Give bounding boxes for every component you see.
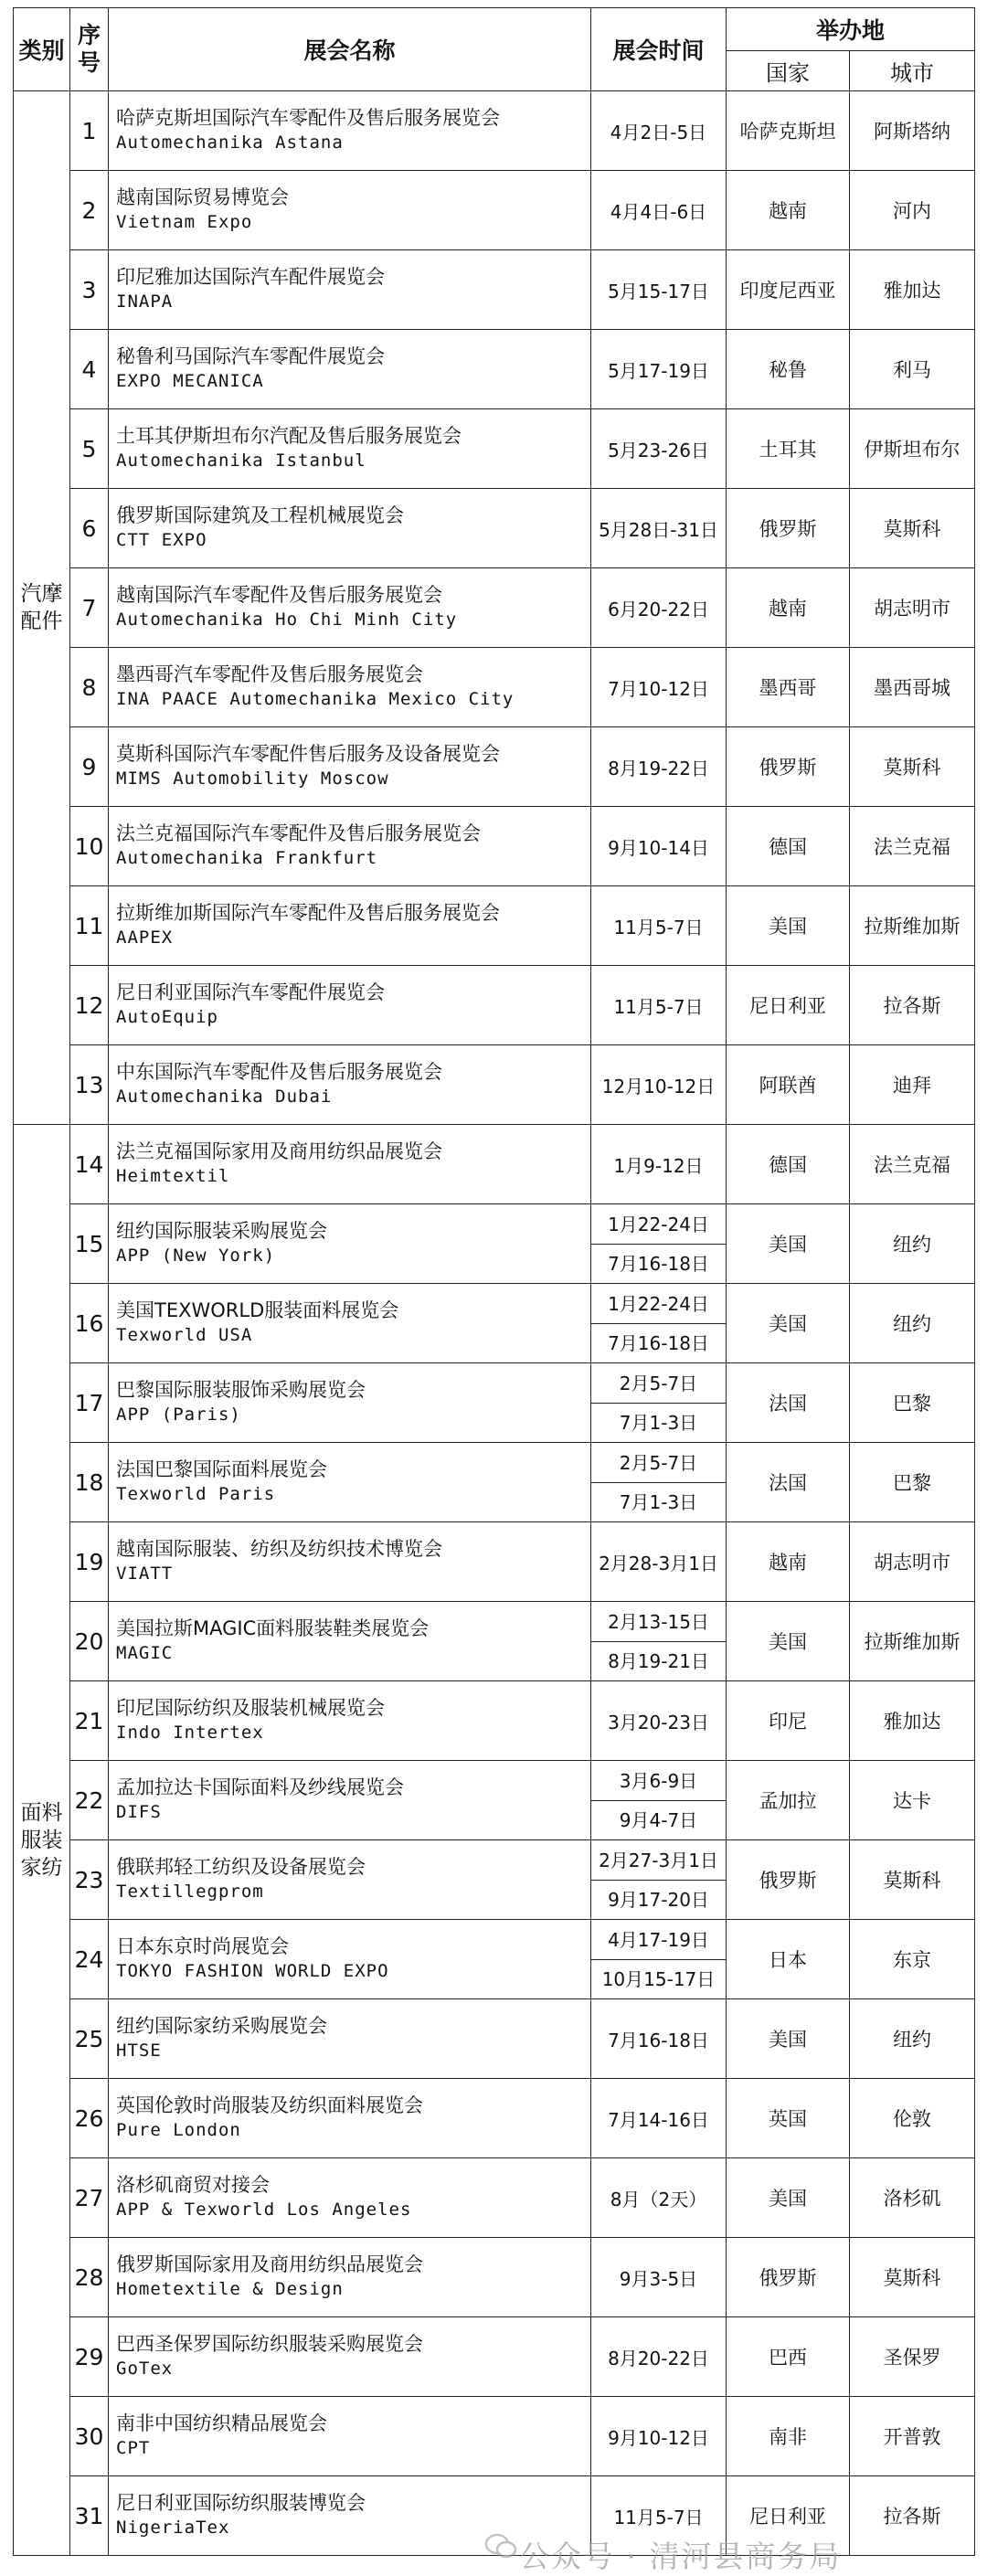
exhibition-name-cn: 尼日利亚国际纺织服装博览会	[116, 2492, 366, 2514]
exhibition-date-item: 7月16-18日	[608, 1252, 709, 1275]
exhibition-name	[109, 409, 591, 489]
row-number: 1	[70, 91, 109, 171]
row-number: 12	[70, 966, 109, 1045]
exhibition-name-en: Automechanika Frankfurt	[116, 848, 378, 868]
row-number: 16	[70, 1284, 109, 1363]
country-cell: 美国	[727, 1602, 850, 1681]
category-cell	[14, 1125, 70, 2556]
exhibition-date: 8月19-22日	[591, 727, 727, 807]
exhibition-name	[109, 1761, 591, 1840]
row-number: 19	[70, 1522, 109, 1602]
exhibition-name	[109, 886, 591, 966]
exhibition-name-cn: 俄联邦轻工纺织及设备展览会	[116, 1856, 366, 1878]
exhibition-name-cn: 南非中国纺织精品展览会	[116, 2412, 327, 2434]
table-row	[14, 2079, 975, 2158]
row-number: 29	[70, 2317, 109, 2397]
row-number: 24	[70, 1920, 109, 1999]
exhibition-name-cn: 日本东京时尚展览会	[116, 1935, 289, 1957]
exhibition-name	[109, 2158, 591, 2238]
exhibition-date-item: 9月17-20日	[608, 1888, 709, 1911]
exhibition-date: 9月10-12日	[591, 2397, 727, 2476]
exhibition-name-en: VIATT	[116, 1564, 174, 1584]
exhibition-name-en: MAGIC	[116, 1643, 174, 1663]
exhibition-name	[109, 1840, 591, 1920]
exhibition-date	[591, 1363, 727, 1443]
exhibition-date-item: 9月4-7日	[619, 1808, 698, 1831]
exhibition-name	[109, 1602, 591, 1681]
city-cell: 伊斯坦布尔	[850, 409, 975, 489]
country-cell: 法国	[727, 1363, 850, 1443]
city-cell: 洛杉矶	[850, 2158, 975, 2238]
exhibition-name-en: Textillegprom	[116, 1882, 264, 1902]
exhibition-name-cn: 越南国际服装、纺织及纺织技术博览会	[116, 1538, 442, 1560]
table-row	[14, 489, 975, 568]
exhibition-date: 9月10-14日	[591, 807, 727, 886]
exhibition-name-cn: 英国伦敦时尚服装及纺织面料展览会	[116, 2094, 423, 2116]
city-cell: 莫斯科	[850, 2238, 975, 2317]
table-row	[14, 91, 975, 171]
country-cell: 日本	[727, 1920, 850, 1999]
wechat-icon	[484, 2533, 517, 2560]
table-row	[14, 2158, 975, 2238]
table-row	[14, 2317, 975, 2397]
row-number: 4	[70, 330, 109, 409]
country-cell: 尼日利亚	[727, 966, 850, 1045]
exhibition-name-cn: 越南国际贸易博览会	[116, 186, 289, 208]
exhibition-date	[591, 1920, 727, 1999]
row-number: 23	[70, 1840, 109, 1920]
table-row	[14, 1204, 975, 1284]
row-number: 15	[70, 1204, 109, 1284]
row-number: 18	[70, 1443, 109, 1522]
city-cell: 圣保罗	[850, 2317, 975, 2397]
country-cell: 美国	[727, 1284, 850, 1363]
exhibition-date-item: 2月5-7日	[591, 1364, 726, 1404]
exhibition-name-en: DIFS	[116, 1802, 162, 1822]
exhibition-name-en: Texworld USA	[116, 1325, 253, 1345]
exhibition-name-cn: 秘鲁利马国际汽车零配件展览会	[116, 345, 385, 367]
exhibition-name-cn: 拉斯维加斯国际汽车零配件及售后服务展览会	[116, 902, 500, 924]
exhibition-name-cn: 巴黎国际服装服饰采购展览会	[116, 1379, 366, 1401]
city-cell: 雅加达	[850, 1681, 975, 1761]
row-number: 11	[70, 886, 109, 966]
exhibition-name	[109, 250, 591, 330]
exhibition-name	[109, 171, 591, 250]
exhibition-name-en: Indo Intertex	[116, 1723, 264, 1743]
table-row	[14, 1681, 975, 1761]
country-cell: 俄罗斯	[727, 2238, 850, 2317]
city-cell: 法兰克福	[850, 1125, 975, 1204]
exhibition-name-cn: 墨西哥汽车零配件及售后服务展览会	[116, 663, 423, 685]
country-cell: 美国	[727, 886, 850, 966]
exhibition-date	[591, 1284, 727, 1363]
country-cell: 阿联酋	[727, 1045, 850, 1125]
exhibition-table	[13, 7, 975, 2556]
exhibition-name-cn: 纽约国际服装采购展览会	[116, 1220, 327, 1242]
country-cell: 美国	[727, 2158, 850, 2238]
exhibition-name	[109, 807, 591, 886]
exhibition-date: 1月9-12日	[591, 1125, 727, 1204]
category-label: 面料服装家纺	[20, 1800, 63, 1880]
city-header: 城市	[850, 51, 975, 91]
table-body	[14, 91, 975, 2556]
table-row	[14, 1443, 975, 1522]
table-row	[14, 1125, 975, 1204]
city-cell: 拉各斯	[850, 966, 975, 1045]
country-cell: 秘鲁	[727, 330, 850, 409]
table-row	[14, 648, 975, 727]
table-row	[14, 2397, 975, 2476]
exhibition-name-en: APP & Texworld Los Angeles	[116, 2200, 412, 2220]
row-number: 28	[70, 2238, 109, 2317]
table-row	[14, 1284, 975, 1363]
exhibition-date	[591, 1443, 727, 1522]
city-cell: 莫斯科	[850, 727, 975, 807]
table-row	[14, 1363, 975, 1443]
city-cell: 拉各斯	[850, 2476, 975, 2556]
exhibition-date	[591, 1602, 727, 1681]
city-cell: 墨西哥城	[850, 648, 975, 727]
country-cell: 俄罗斯	[727, 1840, 850, 1920]
exhibition-date-item: 7月1-3日	[619, 1411, 698, 1434]
table-row	[14, 250, 975, 330]
city-cell: 东京	[850, 1920, 975, 1999]
city-cell: 伦敦	[850, 2079, 975, 2158]
country-header: 国家	[727, 51, 850, 91]
table-row	[14, 1522, 975, 1602]
country-cell: 哈萨克斯坦	[727, 91, 850, 171]
row-number: 17	[70, 1363, 109, 1443]
city-cell: 拉斯维加斯	[850, 886, 975, 966]
exhibition-name-en: EXPO MECANICA	[116, 371, 264, 391]
country-cell: 墨西哥	[727, 648, 850, 727]
row-number: 10	[70, 807, 109, 886]
country-cell: 越南	[727, 1522, 850, 1602]
exhibition-name	[109, 1125, 591, 1204]
city-cell: 莫斯科	[850, 1840, 975, 1920]
exhibition-name-en: GoTex	[116, 2359, 174, 2379]
exhibition-date: 7月16-18日	[591, 1999, 727, 2079]
table-row	[14, 171, 975, 250]
city-cell: 胡志明市	[850, 568, 975, 648]
row-number: 2	[70, 171, 109, 250]
exhibition-date-item: 7月1-3日	[619, 1490, 698, 1513]
time-header: 展会时间	[591, 8, 727, 91]
exhibition-name-cn: 尼日利亚国际汽车零配件展览会	[116, 981, 385, 1003]
country-cell: 美国	[727, 1204, 850, 1284]
exhibition-date: 4月2日-5日	[591, 91, 727, 171]
row-number: 25	[70, 1999, 109, 2079]
exhibition-name	[109, 330, 591, 409]
country-cell: 德国	[727, 807, 850, 886]
city-cell: 河内	[850, 171, 975, 250]
table-row	[14, 568, 975, 648]
exhibition-name-en: Pure London	[116, 2120, 241, 2140]
index-header: 序号	[70, 8, 109, 91]
exhibition-date-item: 1月22-24日	[591, 1285, 726, 1324]
exhibition-name-cn: 莫斯科国际汽车零配件售后服务及设备展览会	[116, 743, 500, 765]
exhibition-name-cn: 洛杉矶商贸对接会	[116, 2174, 270, 2196]
exhibition-name-cn: 印尼雅加达国际汽车配件展览会	[116, 266, 385, 288]
country-cell: 俄罗斯	[727, 727, 850, 807]
table-row	[14, 1920, 975, 1999]
row-number: 9	[70, 727, 109, 807]
exhibition-name-cn: 法国巴黎国际面料展览会	[116, 1458, 327, 1480]
exhibition-name-en: APP (New York)	[116, 1246, 276, 1266]
exhibition-date: 5月17-19日	[591, 330, 727, 409]
row-number: 26	[70, 2079, 109, 2158]
exhibition-name-cn: 巴西圣保罗国际纺织服装采购展览会	[116, 2333, 423, 2355]
exhibition-name-en: Texworld Paris	[116, 1484, 276, 1504]
exhibition-name-en: INA PAACE Automechanika Mexico City	[116, 689, 515, 709]
country-cell: 越南	[727, 171, 850, 250]
exhibition-date-item: 10月15-17日	[601, 1967, 716, 1990]
exhibition-name	[109, 1284, 591, 1363]
exhibition-name-en: AAPEX	[116, 928, 174, 948]
country-cell: 法国	[727, 1443, 850, 1522]
row-number: 13	[70, 1045, 109, 1125]
exhibition-name	[109, 966, 591, 1045]
exhibition-date: 5月23-26日	[591, 409, 727, 489]
table-row	[14, 1761, 975, 1840]
exhibition-name-cn: 美国TEXWORLD服装面料展览会	[116, 1299, 399, 1321]
exhibition-name-cn: 越南国际汽车零配件及售后服务展览会	[116, 584, 442, 606]
exhibition-name	[109, 489, 591, 568]
country-cell: 印尼	[727, 1681, 850, 1761]
row-number: 7	[70, 568, 109, 648]
row-number: 6	[70, 489, 109, 568]
exhibition-name	[109, 2397, 591, 2476]
exhibition-date: 11月5-7日	[591, 2476, 727, 2556]
exhibition-date-item: 2月5-7日	[591, 1444, 726, 1483]
country-cell: 孟加拉	[727, 1761, 850, 1840]
exhibition-date: 8月（2天）	[591, 2158, 727, 2238]
exhibition-name-en: HTSE	[116, 2041, 162, 2061]
header-row	[14, 8, 975, 51]
exhibition-name-en: TOKYO FASHION WORLD EXPO	[116, 1961, 389, 1981]
exhibition-name	[109, 2079, 591, 2158]
row-number: 14	[70, 1125, 109, 1204]
exhibition-date: 2月28-3月1日	[591, 1522, 727, 1602]
table-row	[14, 807, 975, 886]
exhibition-name	[109, 91, 591, 171]
city-cell: 纽约	[850, 1204, 975, 1284]
exhibition-name-cn: 俄罗斯国际建筑及工程机械展览会	[116, 504, 404, 526]
table-row	[14, 1999, 975, 2079]
table-row	[14, 1602, 975, 1681]
exhibition-name	[109, 2317, 591, 2397]
city-cell: 巴黎	[850, 1363, 975, 1443]
exhibition-name-en: MIMS Automobility Moscow	[116, 769, 389, 789]
country-cell: 南非	[727, 2397, 850, 2476]
table-row	[14, 1840, 975, 1920]
exhibition-name-cn: 法兰克福国际家用及商用纺织品展览会	[116, 1140, 442, 1162]
exhibition-date: 5月15-17日	[591, 250, 727, 330]
category-header: 类别	[14, 8, 70, 91]
exhibition-date	[591, 1840, 727, 1920]
row-number: 22	[70, 1761, 109, 1840]
exhibition-name-en: Automechanika Astana	[116, 133, 344, 153]
row-number: 8	[70, 648, 109, 727]
country-cell: 德国	[727, 1125, 850, 1204]
city-cell: 拉斯维加斯	[850, 1602, 975, 1681]
exhibition-date: 4月4日-6日	[591, 171, 727, 250]
exhibition-date: 7月10-12日	[591, 648, 727, 727]
exhibition-name-cn: 俄罗斯国际家用及商用纺织品展览会	[116, 2253, 423, 2275]
exhibition-name-cn: 美国拉斯MAGIC面料服装鞋类展览会	[116, 1617, 430, 1639]
city-cell: 阿斯塔纳	[850, 91, 975, 171]
row-number: 5	[70, 409, 109, 489]
exhibition-name	[109, 568, 591, 648]
country-cell: 巴西	[727, 2317, 850, 2397]
exhibition-name-cn: 中东国际汽车零配件及售后服务展览会	[116, 1061, 442, 1083]
exhibition-date: 11月5-7日	[591, 966, 727, 1045]
city-cell: 达卡	[850, 1761, 975, 1840]
exhibition-date: 7月14-16日	[591, 2079, 727, 2158]
exhibition-name-en: Vietnam Expo	[116, 212, 253, 232]
row-number: 21	[70, 1681, 109, 1761]
row-number: 27	[70, 2158, 109, 2238]
exhibition-name-en: INAPA	[116, 292, 174, 312]
exhibition-date: 6月20-22日	[591, 568, 727, 648]
city-cell: 雅加达	[850, 250, 975, 330]
city-cell: 巴黎	[850, 1443, 975, 1522]
exhibition-date-item: 2月13-15日	[591, 1603, 726, 1642]
exhibition-name-cn: 孟加拉达卡国际面料及纱线展览会	[116, 1776, 404, 1798]
exhibition-name-en: CPT	[116, 2438, 151, 2458]
exhibition-date	[591, 1761, 727, 1840]
country-cell: 印度尼西亚	[727, 250, 850, 330]
exhibition-date	[591, 1204, 727, 1284]
row-number: 3	[70, 250, 109, 330]
city-cell: 利马	[850, 330, 975, 409]
country-cell: 俄罗斯	[727, 489, 850, 568]
exhibition-name	[109, 727, 591, 807]
name-header: 展会名称	[109, 8, 591, 91]
table-row	[14, 330, 975, 409]
table-row	[14, 966, 975, 1045]
exhibition-name-en: Automechanika Dubai	[116, 1087, 333, 1107]
exhibition-date: 3月20-23日	[591, 1681, 727, 1761]
exhibition-name-cn: 纽约国际家纺采购展览会	[116, 2015, 327, 2037]
table-row	[14, 727, 975, 807]
city-cell: 法兰克福	[850, 807, 975, 886]
exhibition-name-cn: 哈萨克斯坦国际汽车零配件及售后服务展览会	[116, 107, 500, 129]
city-cell: 纽约	[850, 1999, 975, 2079]
exhibition-name-en: APP (Paris)	[116, 1405, 241, 1425]
venue-header: 举办地	[727, 8, 975, 51]
country-cell: 土耳其	[727, 409, 850, 489]
exhibition-date: 5月28日-31日	[591, 489, 727, 568]
exhibition-name	[109, 1999, 591, 2079]
country-cell: 英国	[727, 2079, 850, 2158]
row-number: 20	[70, 1602, 109, 1681]
exhibition-name	[109, 1522, 591, 1602]
exhibition-name	[109, 1681, 591, 1761]
exhibition-name	[109, 1443, 591, 1522]
country-cell: 美国	[727, 1999, 850, 2079]
table-row	[14, 1045, 975, 1125]
exhibition-name-en: Automechanika Istanbul	[116, 451, 366, 471]
exhibition-name-en: Hometextile & Design	[116, 2279, 344, 2299]
exhibition-name-cn: 印尼国际纺织及服装机械展览会	[116, 1697, 385, 1719]
city-cell: 胡志明市	[850, 1522, 975, 1602]
table-row	[14, 2238, 975, 2317]
exhibition-name-en: NigeriaTex	[116, 2518, 230, 2538]
exhibition-date: 12月10-12日	[591, 1045, 727, 1125]
exhibition-name-en: Heimtextil	[116, 1166, 230, 1186]
row-number: 30	[70, 2397, 109, 2476]
country-cell: 尼日利亚	[727, 2476, 850, 2556]
exhibition-name-en: Automechanika Ho Chi Minh City	[116, 610, 458, 630]
exhibition-name	[109, 1045, 591, 1125]
exhibition-name-cn: 法兰克福国际汽车零配件及售后服务展览会	[116, 822, 481, 844]
city-cell: 迪拜	[850, 1045, 975, 1125]
exhibition-date-item: 3月6-9日	[591, 1762, 726, 1801]
exhibition-date: 8月20-22日	[591, 2317, 727, 2397]
exhibition-name	[109, 648, 591, 727]
exhibition-name	[109, 2238, 591, 2317]
exhibition-date-item: 4月17-19日	[591, 1921, 726, 1960]
country-cell: 越南	[727, 568, 850, 648]
exhibition-date-item: 7月16-18日	[608, 1331, 709, 1354]
exhibition-name-en: AutoEquip	[116, 1007, 218, 1027]
table-row	[14, 409, 975, 489]
exhibition-date-item: 2月27-3月1日	[591, 1841, 726, 1881]
exhibition-name	[109, 1920, 591, 1999]
watermark: 公众号 · 清河县商务局	[519, 2539, 842, 2574]
city-cell: 纽约	[850, 1284, 975, 1363]
exhibition-date: 11月5-7日	[591, 886, 727, 966]
exhibition-name-en: CTT EXPO	[116, 530, 207, 550]
city-cell: 莫斯科	[850, 489, 975, 568]
category-label: 汽摩配件	[20, 582, 63, 633]
exhibition-date: 9月3-5日	[591, 2238, 727, 2317]
table-row	[14, 886, 975, 966]
row-number: 31	[70, 2476, 109, 2556]
exhibition-name	[109, 1363, 591, 1443]
exhibition-name	[109, 1204, 591, 1284]
city-cell: 开普敦	[850, 2397, 975, 2476]
exhibition-date-item: 1月22-24日	[591, 1205, 726, 1245]
exhibition-name-cn: 土耳其伊斯坦布尔汽配及售后服务展览会	[116, 425, 462, 447]
exhibition-date-item: 8月19-21日	[608, 1649, 709, 1672]
exhibition-table-sheet	[13, 7, 974, 2556]
category-cell	[14, 91, 70, 1125]
